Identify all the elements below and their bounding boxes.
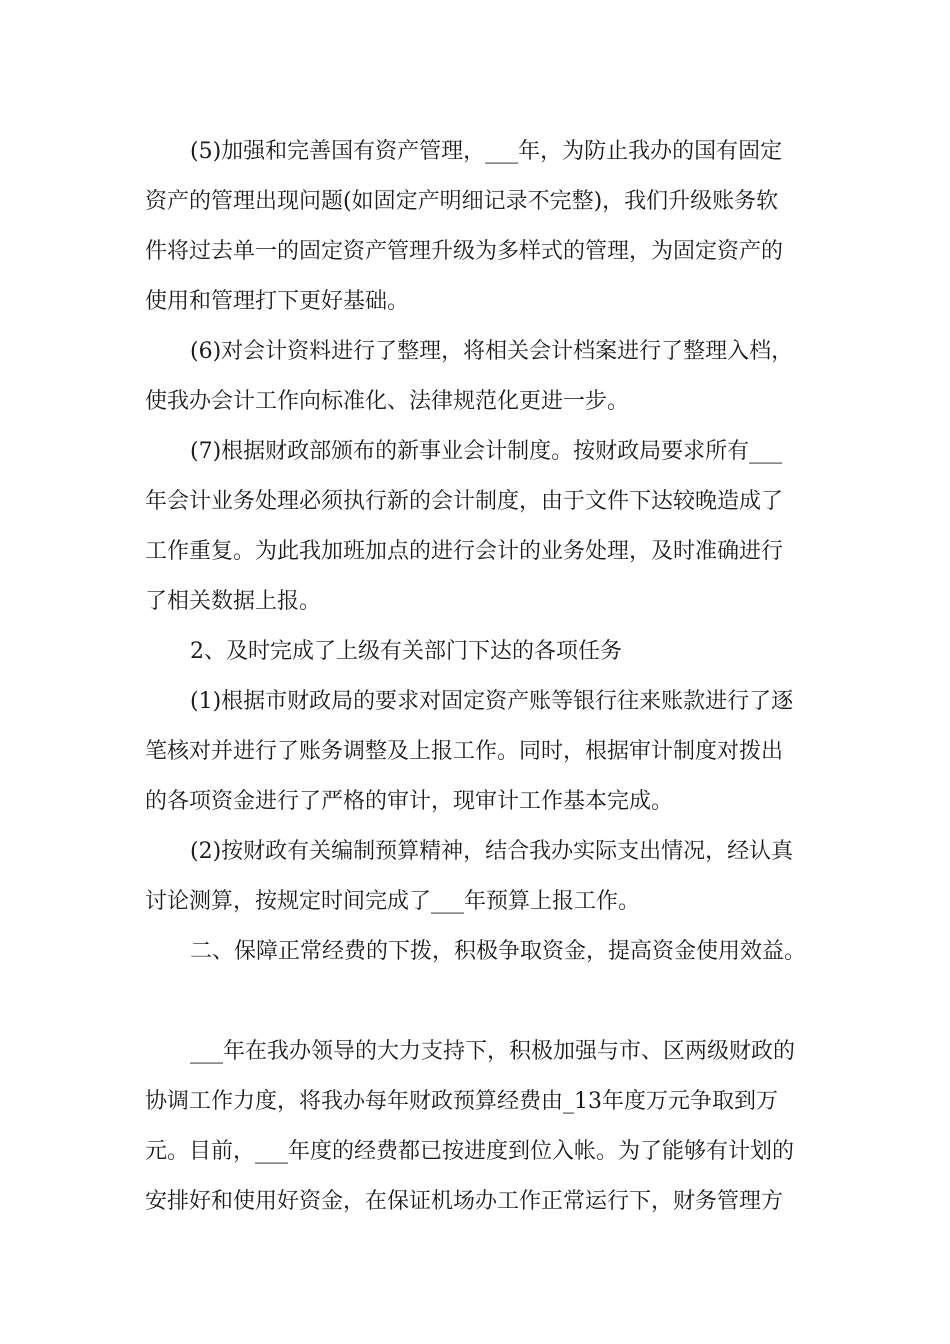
paragraph-line: (7)根据财政部颁布的新事业会计制度。按财政局要求所有___ — [190, 439, 783, 464]
paragraph-line: (5)加强和完善国有资产管理，___年，为防止我办的国有固定 — [190, 139, 783, 164]
paragraph-line: 讨论测算，按规定时间完成了___年预算上报工作。 — [145, 889, 641, 914]
paragraph-line: (2)按财政有关编制预算精神，结合我办实际支出情况，经认真 — [190, 839, 794, 864]
paragraph-line: 资产的管理出现问题(如固定产明细记录不完整)，我们升级账务软 — [145, 189, 779, 214]
section-heading: 2、及时完成了上级有关部门下达的各项任务 — [190, 639, 622, 664]
paragraph-line: 件将过去单一的固定资产管理升级为多样式的管理，为固定资产的 — [145, 239, 784, 264]
paragraph-line: 工作重复。为此我加班加点的进行会计的业务处理，及时准确进行 — [145, 539, 784, 564]
paragraph-line: 元。目前，___年度的经费都已按进度到位入帐。为了能够有计划的 — [145, 1139, 795, 1164]
paragraph-line: ___年在我办领导的大力支持下，积极加强与市、区两级财政的 — [190, 1039, 796, 1064]
paragraph-line: 使用和管理打下更好基础。 — [145, 289, 410, 314]
paragraph-line: 年会计业务处理必须执行新的会计制度，由于文件下达较晚造成了 — [145, 489, 784, 514]
section-heading: 二、保障正常经费的下拨，积极争取资金，提高资金使用效益。 — [190, 939, 807, 964]
paragraph-line: 安排好和使用好资金，在保证机场办工作正常运行下，财务管理方 — [145, 1189, 784, 1214]
paragraph-line: (1)根据市财政局的要求对固定资产账等银行往来账款进行了逐 — [190, 689, 794, 714]
paragraph-line: 了相关数据上报。 — [145, 589, 322, 614]
paragraph-line: 的各项资金进行了严格的审计，现审计工作基本完成。 — [145, 789, 674, 814]
paragraph-line: 使我办会计工作向标准化、法律规范化更进一步。 — [145, 389, 630, 414]
paragraph-line: (6)对会计资料进行了整理，将相关会计档案进行了整理入档， — [190, 339, 794, 364]
paragraph-line: 笔核对并进行了账务调整及上报工作。同时，根据审计制度对拨出 — [145, 739, 784, 764]
paragraph-line: 协调工作力度，将我办每年财政预算经费由_13年度万元争取到万 — [145, 1089, 778, 1114]
